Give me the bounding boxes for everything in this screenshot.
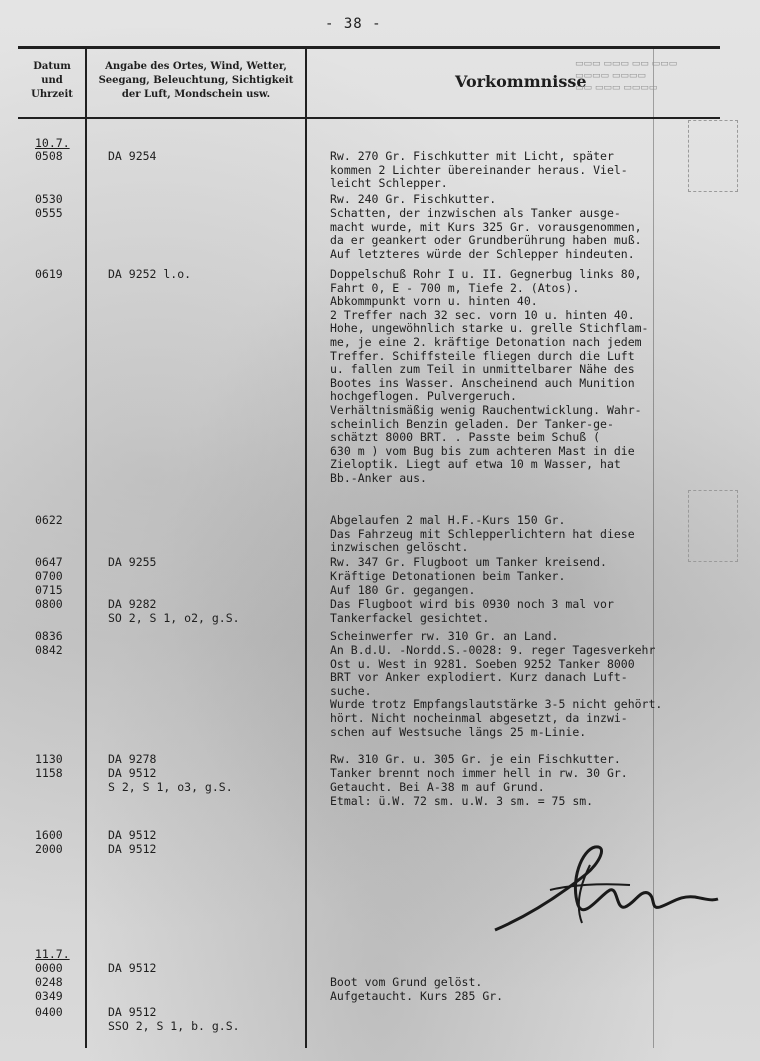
page-number: - 38 - [325,16,382,32]
header-place-line-2: Seegang, Beleuchtung, Sichtigkeit [98,75,294,86]
margin-stamp [688,490,738,562]
entry-events: Kräftige Detonationen beim Tanker. [330,569,566,583]
entry-place: DA 9512 [108,961,157,975]
entry-events: Auf 180 Gr. gegangen. [330,583,476,597]
entry-time: 0400 [35,1005,63,1019]
header-top-rule [18,46,720,49]
entry-events: Doppelschuß Rohr I u. II. Gegnerbug links 80, Fahrt 0, E - 700 m, Tiefe 2. (Atos). Abkommpunkt vorn u. hinten 40. 2 Treffer nach 32 sec. vorn 10 u. hinten 40. Hohe, ungewöhnlich starke u. grelle Stichflam- me, je eine 2. kräftige Detonation nach jedem Treffer. Schiffsteile fliegen durch die Luft u. fallen zum Teil in unmittelbarer Nähe des Bootes ins Wasser. Anscheinend auch Munition hochgeflogen. Pulvergeruch. Verhältnismäßig wenig Rauchentwicklung. Wahr- scheinlich Benzin geladen. Der Tanker-ge- schätzt 8000 BRT. . Passte beim Schuß ( 630 m ) vom Bug bis zum achteren Mast in die Zieloptik. Liegt auf etwa 10 m Wasser, hat Bb.-Anker aus. [330,267,649,485]
bleed-through-header: ▭▭▭ ▭▭▭ ▭▭ ▭▭▭ ▭▭▭▭ ▭▭▭▭ ▭▭ ▭▭▭ ▭▭▭▭ [575,59,678,93]
entry-events: Rw. 310 Gr. u. 305 Gr. je ein Fischkutter. [330,752,621,766]
entry-time: 0622 [35,513,63,527]
entry-place: DA 9252 l.o. [108,267,192,281]
entry-time: 1130 [35,752,63,766]
entry-time: 0842 [35,643,63,657]
header-events-col: Vorkommnisse [455,72,587,91]
header-bottom-rule [18,117,720,119]
entry-time: 0349 [35,989,63,1003]
entry-place: DA 9512 [108,842,157,856]
header-place-line-3: der Luft, Mondschein usw. [121,89,271,100]
entry-place: DA 9512 [108,1005,157,1019]
margin-stamp [688,120,738,192]
entry-time: 0508 [35,149,63,163]
entry-date: 10.7. [35,136,70,150]
entry-events: Aufgetaucht. Kurs 285 Gr. [330,989,504,1003]
entry-place: DA 9255 [108,555,157,569]
entry-events: Tanker brennt noch immer hell in rw. 30 Gr. [330,766,628,780]
entry-events: Rw. 240 Gr. Fischkutter. [330,192,497,206]
entry-events: Etmal: ü.W. 72 sm. u.W. 3 sm. = 75 sm. [330,794,594,808]
col-divider-1 [85,48,87,1048]
entry-time: 0619 [35,267,63,281]
entry-events: Boot vom Grund gelöst. [330,975,483,989]
entry-place: SO 2, S 1, o2, g.S. [108,611,240,625]
header-time-line-2: und [41,75,63,86]
header-time-line-3: Uhrzeit [31,89,73,100]
entry-events: Abgelaufen 2 mal H.F.-Kurs 150 Gr. Das Fahrzeug mit Schlepperlichtern hat diese inzwischen gelöscht. [330,513,635,555]
entry-place: DA 9254 [108,149,157,163]
entry-events: Das Flugboot wird bis 0930 noch 3 mal vor [330,597,614,611]
entry-place: DA 9512 [108,766,157,780]
entry-events: Tankerfackel gesichtet. [330,611,490,625]
entry-events: Rw. 270 Gr. Fischkutter mit Licht, später kommen 2 Lichter übereinander heraus. Viel- leicht Schlepper. [330,149,628,191]
entry-place: DA 9512 [108,828,157,842]
header-time-line-1: Datum [33,61,71,72]
entry-events: Schatten, der inzwischen als Tanker ausge- macht wurde, mit Kurs 325 Gr. vorausgenommen, da er geankert oder Grundberührung haben muß. Auf letzteres würde der Schlepper hindeuten. [330,206,642,261]
entry-place: DA 9282 [108,597,157,611]
signature-icon [490,835,720,935]
entry-time: 1158 [35,766,63,780]
entry-place: SSO 2, S 1, b. g.S. [108,1019,240,1033]
entry-date: 11.7. [35,947,70,961]
entry-time: 0715 [35,583,63,597]
entry-time: 0836 [35,629,63,643]
entry-time: 0248 [35,975,63,989]
entry-time: 2000 [35,842,63,856]
entry-events: Rw. 347 Gr. Flugboot um Tanker kreisend. [330,555,607,569]
entry-events: Getaucht. Bei A-38 m auf Grund. [330,780,545,794]
entry-time: 1600 [35,828,63,842]
entry-place: S 2, S 1, o3, g.S. [108,780,233,794]
entry-time: 0647 [35,555,63,569]
entry-place: DA 9278 [108,752,157,766]
entry-time: 0700 [35,569,63,583]
entry-time: 0800 [35,597,63,611]
entry-events: Scheinwerfer rw. 310 Gr. an Land. [330,629,559,643]
header-place-col [88,60,304,102]
entry-time: 0000 [35,961,63,975]
entry-time: 0555 [35,206,63,220]
col-divider-2 [305,48,307,1048]
entry-events: An B.d.U. -Nordd.S.-0028: 9. reger Tagesverkehr Ost u. West in 9281. Soeben 9252 Tanker 8000 BRT vor Anker explodiert. Kurz danach Luft- suche. Wurde trotz Empfangslautstärke 3-5 nicht gehört. hört. Nicht nocheinmal abgesetzt, da inzwi- schen auf Westsuche längs 25 m-Linie. [330,643,663,739]
header-place-line-1: Angabe des Ortes, Wind, Wetter, [105,61,287,72]
header-time-col [20,60,84,102]
entry-time: 0530 [35,192,63,206]
